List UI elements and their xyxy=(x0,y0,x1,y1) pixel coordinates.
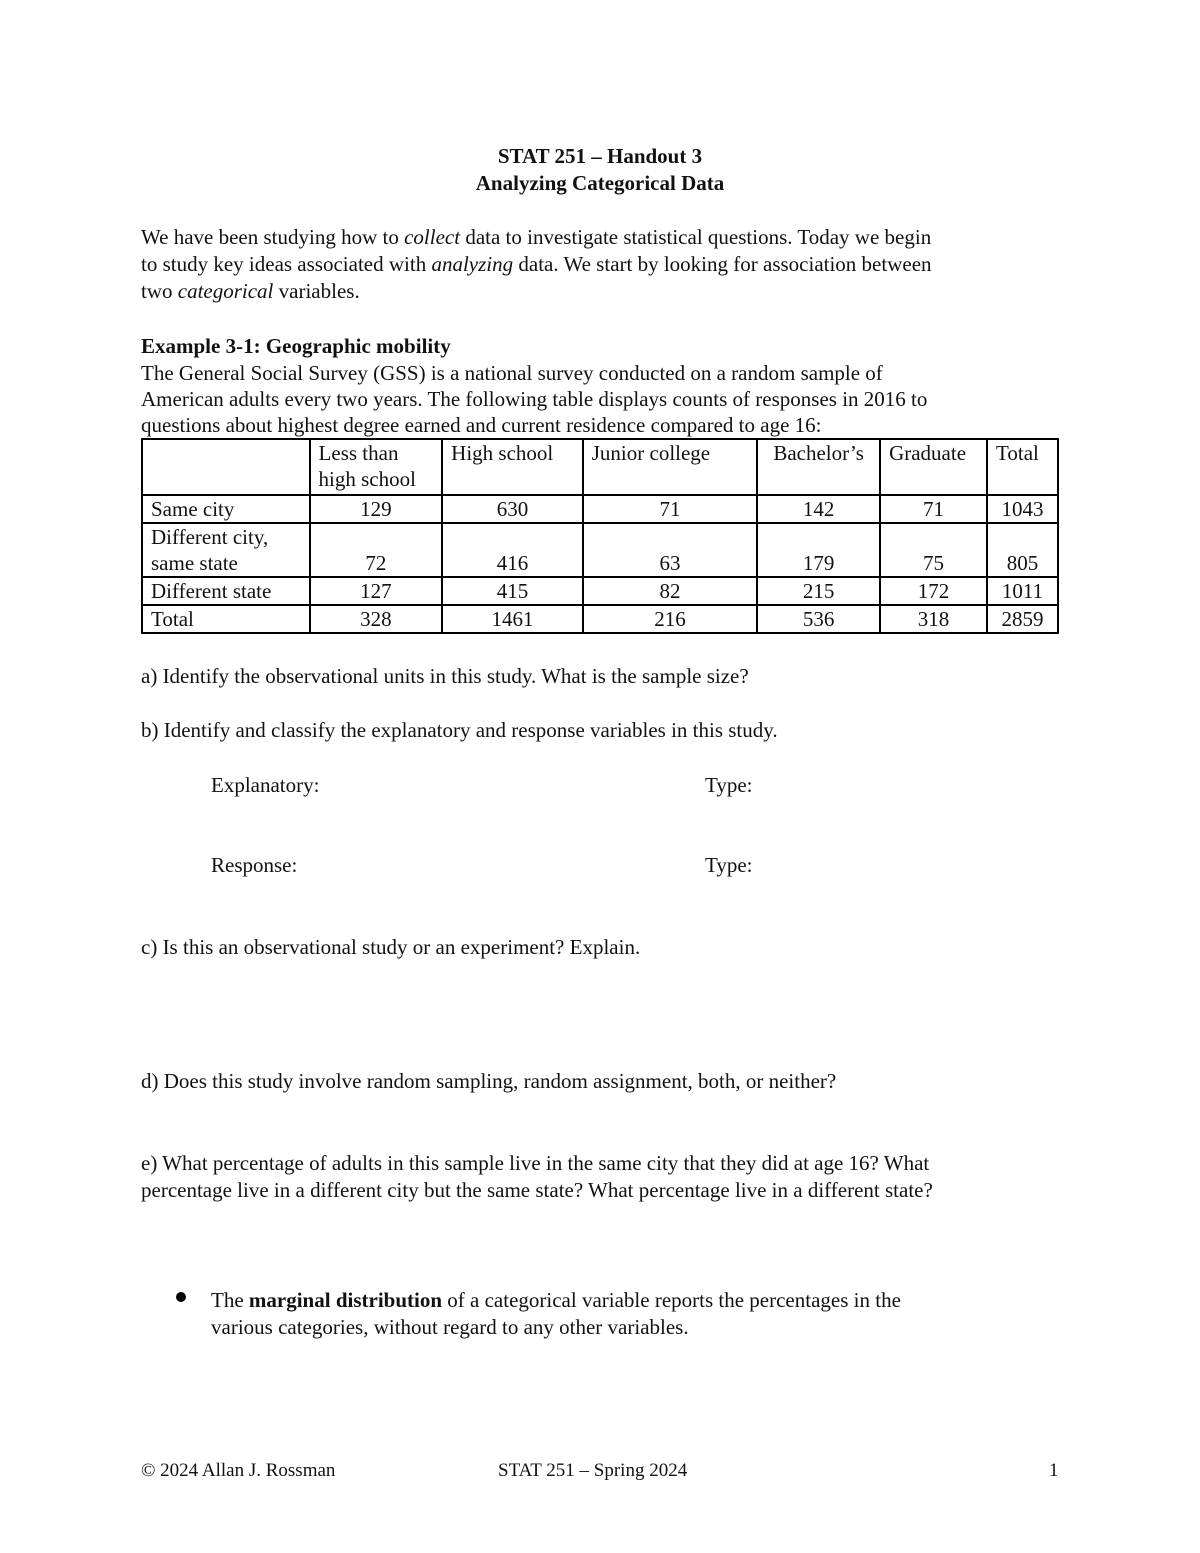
definition-line-2: various categories, without regard to any other variables. xyxy=(211,1315,689,1339)
table-cell: 630 xyxy=(442,495,583,523)
row-label: Different state xyxy=(142,577,310,605)
table-cell: 1011 xyxy=(987,577,1058,605)
column-header: Graduate xyxy=(880,439,987,495)
table-cell: 63 xyxy=(583,523,757,577)
table-cell: 215 xyxy=(757,577,880,605)
table-cell: 1461 xyxy=(442,605,583,633)
table-row xyxy=(142,605,1058,633)
table-cell: 82 xyxy=(583,577,757,605)
question-e-line-1: e) What percentage of adults in this sample live in the same city that they did at age 16? What xyxy=(141,1151,930,1175)
table-row xyxy=(142,495,1058,523)
table-cell: 415 xyxy=(442,577,583,605)
table-cell: 536 xyxy=(757,605,880,633)
table-row xyxy=(142,577,1058,605)
table-cell: 179 xyxy=(757,523,880,577)
page-subtitle: Analyzing Categorical Data xyxy=(475,171,725,195)
table-cell: 142 xyxy=(757,495,880,523)
question-d: d) Does this study involve random sampling, random assignment, both, or neither? xyxy=(141,1069,837,1093)
table-corner-cell xyxy=(142,439,310,495)
table-cell: 1043 xyxy=(987,495,1058,523)
intro-line-1: We have been studying how to collect data to investigate statistical questions. Today we begin xyxy=(141,225,932,249)
column-header: Bachelor’s xyxy=(757,439,880,495)
example-line-2: American adults every two years. The following table displays counts of responses in 2016 to xyxy=(141,387,928,411)
table-cell: 75 xyxy=(880,523,987,577)
explanatory-type-label: Type: xyxy=(705,773,753,797)
example-line-3: questions about highest degree earned and current residence compared to age 16: xyxy=(141,413,822,437)
example-heading: Example 3-1: Geographic mobility xyxy=(141,334,451,358)
response-type-label: Type: xyxy=(705,853,753,877)
column-header: High school xyxy=(442,439,583,495)
table-row xyxy=(142,523,1058,577)
question-b: b) Identify and classify the explanatory and response variables in this study. xyxy=(141,718,778,742)
table-header-row xyxy=(142,439,1058,495)
column-header: Junior college xyxy=(583,439,757,495)
table-cell: 416 xyxy=(442,523,583,577)
bullet-icon xyxy=(176,1292,186,1302)
example-line-1: The General Social Survey (GSS) is a national survey conducted on a random sample of xyxy=(141,361,883,385)
data-table xyxy=(141,438,1059,634)
page-number: 1 xyxy=(1049,1460,1059,1481)
table-cell: 328 xyxy=(310,605,443,633)
intro-line-2: to study key ideas associated with analyzing data. We start by looking for association between xyxy=(141,252,932,276)
question-e-line-2: percentage live in a different city but the same state? What percentage live in a different state? xyxy=(141,1178,933,1202)
column-header: Total xyxy=(987,439,1058,495)
row-label: Total xyxy=(142,605,310,633)
column-header: Less than high school xyxy=(310,439,443,495)
row-label: Same city xyxy=(142,495,310,523)
table-cell: 172 xyxy=(880,577,987,605)
table-cell: 129 xyxy=(310,495,443,523)
table-cell: 216 xyxy=(583,605,757,633)
table-cell: 71 xyxy=(583,495,757,523)
row-label: Different city, same state xyxy=(142,523,310,577)
definition-line-1: The marginal distribution of a categorical variable reports the percentages in the xyxy=(211,1288,901,1312)
question-c: c) Is this an observational study or an experiment? Explain. xyxy=(141,935,641,959)
intro-line-3: two categorical variables. xyxy=(141,279,360,303)
explanatory-label: Explanatory: xyxy=(211,773,320,797)
response-label: Response: xyxy=(211,853,298,877)
page-title: STAT 251 – Handout 3 xyxy=(497,144,703,168)
table-cell: 127 xyxy=(310,577,443,605)
footer-course: STAT 251 – Spring 2024 xyxy=(498,1460,688,1481)
table-cell: 805 xyxy=(987,523,1058,577)
table-cell: 72 xyxy=(310,523,443,577)
table-cell: 2859 xyxy=(987,605,1058,633)
table-cell: 318 xyxy=(880,605,987,633)
table-cell: 71 xyxy=(880,495,987,523)
footer-copyright: © 2024 Allan J. Rossman xyxy=(141,1460,336,1481)
question-a: a) Identify the observational units in this study. What is the sample size? xyxy=(141,664,749,688)
